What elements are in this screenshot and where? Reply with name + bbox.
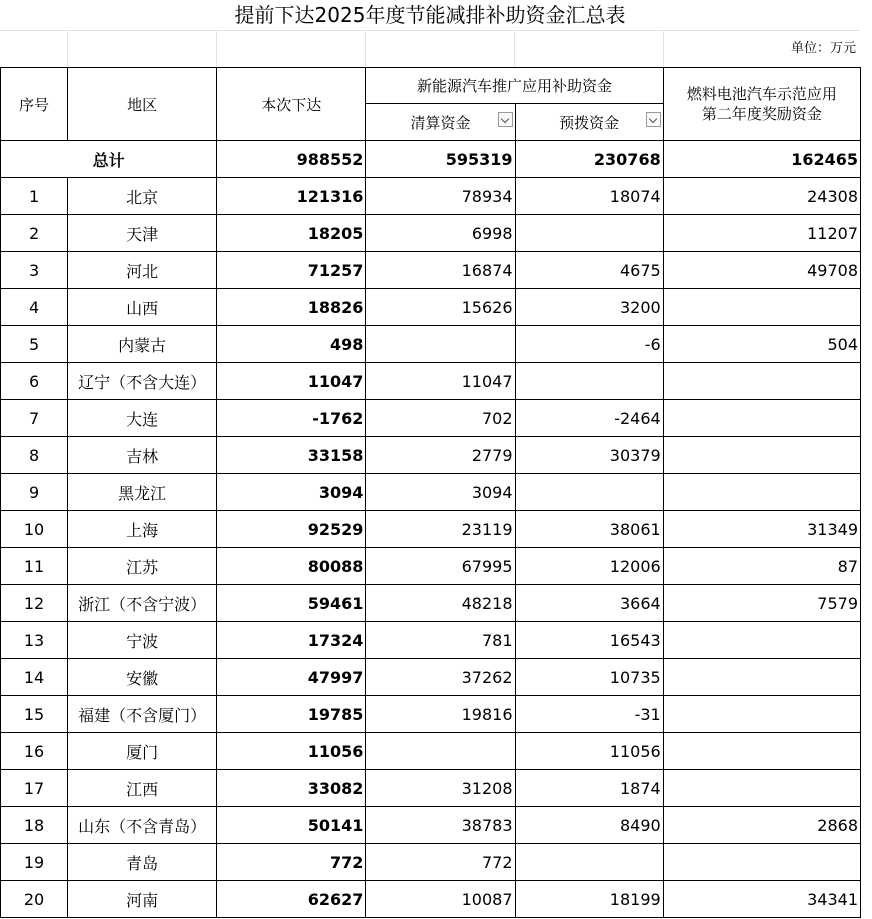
row-seq-cell[interactable]: 3 bbox=[1, 252, 68, 289]
row-total-cell[interactable]: 80088 bbox=[217, 548, 366, 585]
table-row[interactable] bbox=[1, 696, 861, 733]
row-total-cell[interactable]: 18205 bbox=[217, 215, 366, 252]
row-fuel-cell[interactable] bbox=[663, 474, 860, 511]
row-total-cell[interactable]: 19785 bbox=[217, 696, 366, 733]
row-prepay-cell[interactable] bbox=[515, 363, 663, 400]
row-total-cell[interactable]: 3094 bbox=[217, 474, 366, 511]
row-seq-cell[interactable]: 19 bbox=[1, 844, 68, 881]
row-region-cell[interactable]: 辽宁（不含大连） bbox=[68, 363, 217, 400]
subsidy-table bbox=[0, 67, 861, 918]
unit-label: 单位：万元 bbox=[790, 41, 856, 56]
row-clearing-cell[interactable]: 702 bbox=[366, 400, 515, 437]
header-clearing[interactable] bbox=[366, 104, 515, 141]
row-region-cell[interactable]: 山西 bbox=[68, 289, 217, 326]
table-row[interactable] bbox=[1, 400, 861, 437]
row-fuel-cell[interactable] bbox=[663, 400, 860, 437]
row-prepay-cell[interactable]: 38061 bbox=[515, 511, 663, 548]
row-total-cell[interactable]: 71257 bbox=[217, 252, 366, 289]
row-fuel-cell[interactable] bbox=[663, 363, 860, 400]
row-fuel-cell[interactable]: 34341 bbox=[663, 881, 860, 918]
row-total-cell[interactable]: 498 bbox=[217, 326, 366, 363]
row-region-cell[interactable]: 吉林 bbox=[68, 437, 217, 474]
row-prepay-cell[interactable]: 18074 bbox=[515, 178, 663, 215]
row-region-cell[interactable]: 浙江（不含宁波） bbox=[68, 585, 217, 622]
row-seq-cell[interactable]: 18 bbox=[1, 807, 68, 844]
row-fuel-cell[interactable]: 504 bbox=[663, 326, 860, 363]
row-total-cell[interactable]: 17324 bbox=[217, 622, 366, 659]
row-clearing-cell[interactable]: 10087 bbox=[366, 881, 515, 918]
summary-fuel[interactable]: 162465 bbox=[663, 141, 860, 178]
header-region[interactable]: 地区 bbox=[68, 68, 217, 141]
row-fuel-cell[interactable] bbox=[663, 437, 860, 474]
row-seq-cell[interactable]: 4 bbox=[1, 289, 68, 326]
sheet-title: 提前下达2025年度节能减排补助资金汇总表 bbox=[234, 3, 626, 27]
table-row[interactable] bbox=[1, 474, 861, 511]
table-row[interactable] bbox=[1, 881, 861, 918]
table-row[interactable] bbox=[1, 363, 861, 400]
header-fuel-line1: 燃料电池汽车示范应用 bbox=[686, 85, 837, 103]
row-prepay-cell[interactable]: 11056 bbox=[515, 733, 663, 770]
row-total-cell[interactable]: 11047 bbox=[217, 363, 366, 400]
row-clearing-cell[interactable] bbox=[366, 733, 515, 770]
row-seq-cell[interactable]: 5 bbox=[1, 326, 68, 363]
row-fuel-cell[interactable]: 87 bbox=[663, 548, 860, 585]
row-clearing-cell[interactable] bbox=[366, 326, 515, 363]
row-prepay-cell[interactable]: 10735 bbox=[515, 659, 663, 696]
header-nev-group[interactable]: 新能源汽车推广应用补助资金 bbox=[366, 68, 663, 104]
row-seq-cell[interactable]: 1 bbox=[1, 178, 68, 215]
summary-clearing[interactable]: 595319 bbox=[366, 141, 515, 178]
row-clearing-cell[interactable]: 48218 bbox=[366, 585, 515, 622]
row-prepay-cell[interactable]: 30379 bbox=[515, 437, 663, 474]
row-clearing-cell[interactable]: 16874 bbox=[366, 252, 515, 289]
row-seq-cell[interactable]: 2 bbox=[1, 215, 68, 252]
summary-row[interactable] bbox=[1, 141, 861, 178]
row-seq-cell[interactable]: 15 bbox=[1, 696, 68, 733]
row-seq-cell[interactable]: 12 bbox=[1, 585, 68, 622]
row-seq-cell[interactable]: 8 bbox=[1, 437, 68, 474]
row-clearing-cell[interactable]: 15626 bbox=[366, 289, 515, 326]
header-fuel-cell[interactable] bbox=[663, 68, 860, 141]
table-row[interactable] bbox=[1, 178, 861, 215]
row-region-cell[interactable]: 福建（不含厦门） bbox=[68, 696, 217, 733]
row-region-cell[interactable]: 内蒙古 bbox=[68, 326, 217, 363]
gridline bbox=[663, 30, 664, 67]
header-prepay-label: 预拨资金 bbox=[559, 113, 620, 132]
row-fuel-cell[interactable]: 24308 bbox=[663, 178, 860, 215]
row-fuel-cell[interactable] bbox=[663, 733, 860, 770]
summary-label[interactable]: 总计 bbox=[1, 141, 217, 178]
row-clearing-cell[interactable]: 781 bbox=[366, 622, 515, 659]
row-region-cell[interactable]: 江苏 bbox=[68, 548, 217, 585]
row-fuel-cell[interactable] bbox=[663, 289, 860, 326]
row-prepay-cell[interactable] bbox=[515, 844, 663, 881]
header-fuel-line2: 第二年度奖励资金 bbox=[701, 105, 822, 123]
table-row[interactable] bbox=[1, 437, 861, 474]
summary-prepay[interactable]: 230768 bbox=[515, 141, 663, 178]
gridline bbox=[0, 30, 860, 31]
row-prepay-cell[interactable]: 1874 bbox=[515, 770, 663, 807]
row-total-cell[interactable]: 92529 bbox=[217, 511, 366, 548]
gridline bbox=[67, 30, 68, 67]
row-region-cell[interactable]: 青岛 bbox=[68, 844, 217, 881]
table-row[interactable] bbox=[1, 252, 861, 289]
table-row[interactable] bbox=[1, 326, 861, 363]
gridline bbox=[216, 30, 217, 67]
row-seq-cell[interactable]: 6 bbox=[1, 363, 68, 400]
row-prepay-cell[interactable]: -6 bbox=[515, 326, 663, 363]
row-region-cell[interactable]: 天津 bbox=[68, 215, 217, 252]
row-total-cell[interactable]: 59461 bbox=[217, 585, 366, 622]
row-region-cell[interactable]: 江西 bbox=[68, 770, 217, 807]
row-seq-cell[interactable]: 11 bbox=[1, 548, 68, 585]
row-region-cell[interactable]: 黑龙江 bbox=[68, 474, 217, 511]
row-clearing-cell[interactable]: 67995 bbox=[366, 548, 515, 585]
table-row[interactable] bbox=[1, 511, 861, 548]
row-total-cell[interactable]: 47997 bbox=[217, 659, 366, 696]
row-clearing-cell[interactable]: 38783 bbox=[366, 807, 515, 844]
table-row[interactable] bbox=[1, 215, 861, 252]
row-prepay-cell[interactable] bbox=[515, 215, 663, 252]
row-fuel-cell[interactable] bbox=[663, 696, 860, 733]
filter-dropdown-icon[interactable] bbox=[646, 112, 661, 127]
row-region-cell[interactable]: 大连 bbox=[68, 400, 217, 437]
header-seq[interactable]: 序号 bbox=[1, 68, 68, 141]
row-region-cell[interactable]: 宁波 bbox=[68, 622, 217, 659]
row-clearing-cell[interactable]: 31208 bbox=[366, 770, 515, 807]
row-region-cell[interactable]: 山东（不含青岛） bbox=[68, 807, 217, 844]
row-prepay-cell[interactable]: 8490 bbox=[515, 807, 663, 844]
row-prepay-cell[interactable]: 3200 bbox=[515, 289, 663, 326]
row-seq-cell[interactable]: 14 bbox=[1, 659, 68, 696]
header-clearing-label: 清算资金 bbox=[410, 113, 471, 132]
row-prepay-cell[interactable]: 12006 bbox=[515, 548, 663, 585]
gridline bbox=[514, 30, 515, 67]
row-clearing-cell[interactable]: 19816 bbox=[366, 696, 515, 733]
summary-total[interactable]: 988552 bbox=[217, 141, 366, 178]
row-prepay-cell[interactable]: 3664 bbox=[515, 585, 663, 622]
row-region-cell[interactable]: 安徽 bbox=[68, 659, 217, 696]
row-fuel-cell[interactable] bbox=[663, 659, 860, 696]
row-total-cell[interactable]: 11056 bbox=[217, 733, 366, 770]
row-total-cell[interactable]: 50141 bbox=[217, 807, 366, 844]
row-fuel-cell[interactable]: 2868 bbox=[663, 807, 860, 844]
row-total-cell[interactable]: 33082 bbox=[217, 770, 366, 807]
row-clearing-cell[interactable]: 23119 bbox=[366, 511, 515, 548]
row-seq-cell[interactable]: 16 bbox=[1, 733, 68, 770]
row-region-cell[interactable]: 河南 bbox=[68, 881, 217, 918]
row-total-cell[interactable]: 121316 bbox=[217, 178, 366, 215]
row-total-cell[interactable]: 62627 bbox=[217, 881, 366, 918]
table-row[interactable] bbox=[1, 659, 861, 696]
row-prepay-cell[interactable]: -2464 bbox=[515, 400, 663, 437]
row-clearing-cell[interactable]: 37262 bbox=[366, 659, 515, 696]
row-clearing-cell[interactable]: 11047 bbox=[366, 363, 515, 400]
row-seq-cell[interactable]: 17 bbox=[1, 770, 68, 807]
row-prepay-cell[interactable]: -31 bbox=[515, 696, 663, 733]
gridline bbox=[365, 30, 366, 67]
row-clearing-cell[interactable]: 3094 bbox=[366, 474, 515, 511]
row-prepay-cell[interactable]: 16543 bbox=[515, 622, 663, 659]
row-region-cell[interactable]: 河北 bbox=[68, 252, 217, 289]
table-row[interactable] bbox=[1, 622, 861, 659]
row-seq-cell[interactable]: 7 bbox=[1, 400, 68, 437]
row-clearing-cell[interactable]: 6998 bbox=[366, 215, 515, 252]
header-total[interactable]: 本次下达 bbox=[217, 68, 366, 141]
table-row[interactable] bbox=[1, 733, 861, 770]
row-clearing-cell[interactable]: 772 bbox=[366, 844, 515, 881]
row-total-cell[interactable]: 18826 bbox=[217, 289, 366, 326]
row-total-cell[interactable]: -1762 bbox=[217, 400, 366, 437]
header-prepay[interactable] bbox=[515, 104, 663, 141]
row-fuel-cell[interactable]: 49708 bbox=[663, 252, 860, 289]
row-fuel-cell[interactable] bbox=[663, 844, 860, 881]
row-fuel-cell[interactable]: 7579 bbox=[663, 585, 860, 622]
table-row[interactable] bbox=[1, 585, 861, 622]
row-fuel-cell[interactable]: 11207 bbox=[663, 215, 860, 252]
row-fuel-cell[interactable] bbox=[663, 770, 860, 807]
row-prepay-cell[interactable] bbox=[515, 474, 663, 511]
row-seq-cell[interactable]: 10 bbox=[1, 511, 68, 548]
row-prepay-cell[interactable]: 18199 bbox=[515, 881, 663, 918]
row-region-cell[interactable]: 上海 bbox=[68, 511, 217, 548]
row-seq-cell[interactable]: 13 bbox=[1, 622, 68, 659]
row-total-cell[interactable]: 772 bbox=[217, 844, 366, 881]
filter-dropdown-icon[interactable] bbox=[498, 112, 513, 127]
table-row[interactable] bbox=[1, 807, 861, 844]
table-row[interactable] bbox=[1, 770, 861, 807]
row-clearing-cell[interactable]: 78934 bbox=[366, 178, 515, 215]
row-clearing-cell[interactable]: 2779 bbox=[366, 437, 515, 474]
table-row[interactable] bbox=[1, 548, 861, 585]
row-prepay-cell[interactable]: 4675 bbox=[515, 252, 663, 289]
row-total-cell[interactable]: 33158 bbox=[217, 437, 366, 474]
row-region-cell[interactable]: 北京 bbox=[68, 178, 217, 215]
row-fuel-cell[interactable]: 31349 bbox=[663, 511, 860, 548]
row-seq-cell[interactable]: 20 bbox=[1, 881, 68, 918]
row-seq-cell[interactable]: 9 bbox=[1, 474, 68, 511]
table-row[interactable] bbox=[1, 289, 861, 326]
row-fuel-cell[interactable] bbox=[663, 622, 860, 659]
row-region-cell[interactable]: 厦门 bbox=[68, 733, 217, 770]
table-row[interactable] bbox=[1, 844, 861, 881]
